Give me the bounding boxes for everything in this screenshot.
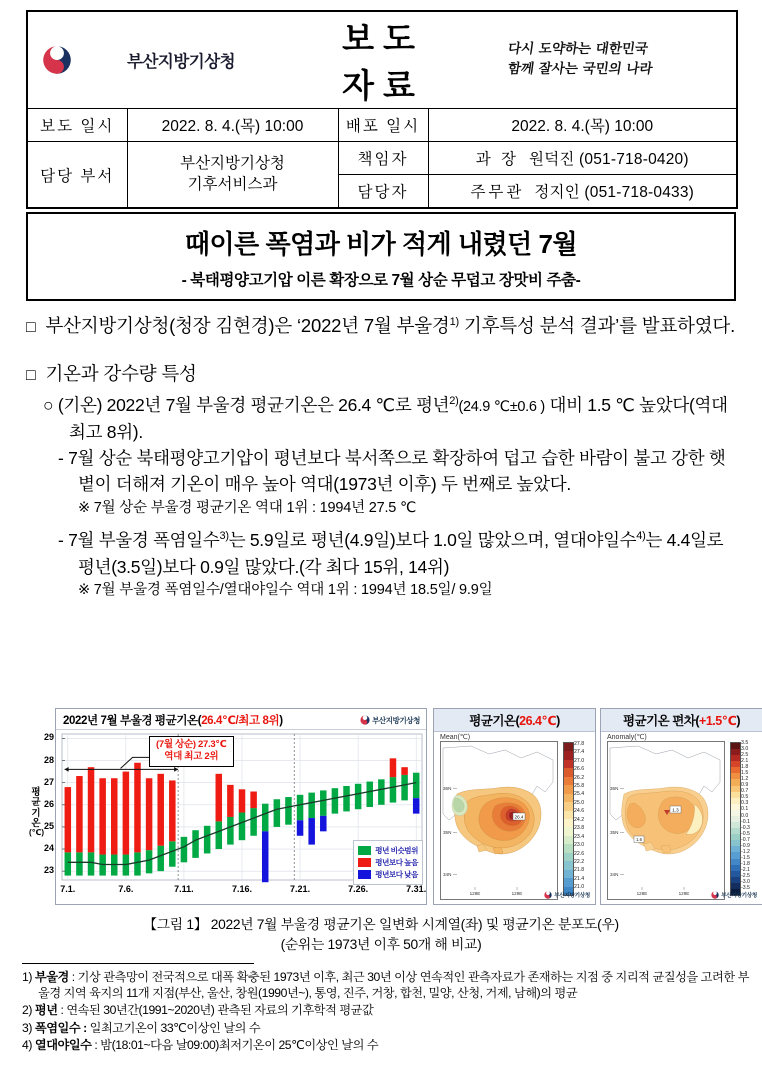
- colorbar-tick-label: -0.9: [741, 842, 750, 849]
- footnote-term: 폭염일수 :: [34, 1020, 87, 1035]
- mean-map-title-b: ): [556, 714, 560, 728]
- svg-text:35N: 35N: [610, 830, 619, 835]
- legend-item-above: [358, 857, 418, 868]
- svg-text:35N: 35N: [443, 830, 452, 835]
- chart-x-tick: 7.6.: [118, 884, 134, 894]
- slogan-line-1: 다시 도약하는 대한민국: [506, 41, 650, 58]
- item-nph-expansion: [26, 445, 742, 498]
- footnote-divider: [22, 963, 254, 964]
- chart-x-tick: 7.16.: [231, 884, 253, 894]
- colorbar-tick-label: 0.5: [741, 794, 749, 801]
- colorbar-tick-label: 2.5: [741, 751, 749, 758]
- colorbar-tick-label: 22.2: [574, 858, 585, 865]
- distribute-date-label: 배포 일시: [338, 109, 428, 142]
- footnote-item: [22, 1002, 757, 1018]
- y-title-char-3: 기: [31, 807, 41, 819]
- colorbar-tick-label: 25.8: [574, 782, 585, 789]
- chart-y-tick: 25: [43, 820, 54, 831]
- legend-swatch-below: [358, 870, 371, 879]
- temp-summary-text-a: (기온) 2022년 7월 부울경 평균기온은 26.4 ℃로 평년: [57, 395, 450, 415]
- footnote-text: 일최고기온이 33℃이상인 날의 수: [86, 1020, 261, 1035]
- chart-logo-text: 부산지방기상청: [372, 715, 420, 725]
- footnote-ref-2: 2): [449, 395, 459, 408]
- release-date-label: 보도 일시: [27, 109, 127, 142]
- svg-text:128E: 128E: [469, 891, 481, 896]
- contact-rank: 주무관: [470, 184, 525, 201]
- colorbar-tick-label: 1.5: [741, 769, 749, 776]
- mean-temperature-map-panel: [433, 708, 596, 905]
- taegeuk-logo-icon-chart: [360, 715, 370, 725]
- chart-title-plain: 2022년 7월 부울경 평균기온: [63, 715, 198, 727]
- chart-x-tick: 7.11.: [174, 884, 194, 894]
- agency-name-cell: [127, 11, 338, 109]
- department-value: [127, 142, 338, 209]
- anomaly-map-title-a: 평균기온 편차(: [622, 714, 700, 728]
- anomaly-map-title-b: ): [736, 714, 741, 728]
- chart-x-tick: 7.1.: [60, 884, 76, 894]
- department-line-1: 부산지방기상청: [180, 154, 285, 172]
- chart-x-tick: 7.26.: [348, 884, 369, 894]
- chart-title-highlight: 26.4℃/최고 8위: [201, 715, 280, 727]
- manager-label: 책임자: [338, 142, 428, 175]
- anomaly-map-title: [623, 711, 740, 729]
- agency-name: 부산지방기상청: [127, 53, 236, 71]
- colorbar-tick-label: 23.8: [574, 825, 585, 832]
- manager-value: [428, 142, 737, 175]
- contact-value: [428, 175, 737, 209]
- contact-name: 정지인 (051-718-0433): [534, 184, 695, 201]
- colorbar-tick-label: -3.0: [741, 879, 750, 886]
- government-slogan-cell: [428, 11, 737, 109]
- svg-text:26.4: 26.4: [514, 814, 524, 820]
- contact-label: 담당자: [338, 175, 428, 209]
- nph-text-line1: 7월 상순 북태평양고기압이 평년보다 북서쪽으로 확장하여 덥고 습한: [68, 448, 575, 468]
- svg-text:36N: 36N: [443, 786, 452, 791]
- headline-box: [26, 212, 736, 301]
- item-heatwave-tropicalnight: [26, 527, 742, 580]
- colorbar-tick-label: 0.0: [741, 812, 749, 819]
- colorbar-tick-label: 3.0: [741, 745, 749, 752]
- colorbar-tick-label: 26.2: [574, 774, 585, 781]
- footnote-term: 평년: [34, 1003, 58, 1018]
- colorbar-tick-label: 0.3: [741, 800, 749, 807]
- tropicalnight-text-b: 는 4.4일로 평년(3.5일)보다 0.9일 많았다.(각 최다 15위, 14위): [78, 530, 724, 577]
- mean-map-plot: [440, 741, 558, 900]
- colorbar-tick-label: 22.6: [574, 850, 585, 857]
- body-content: [26, 312, 742, 602]
- slogan-line-2: 함께 잘사는 국민의 나라: [506, 61, 654, 77]
- footnote-number: 4): [22, 1037, 35, 1052]
- colorbar-tick-label: -1.8: [741, 861, 750, 868]
- manager-row: [27, 142, 737, 175]
- dash-bullet-icon-2: -: [58, 530, 64, 551]
- section-heading-temp-precip: [26, 360, 742, 388]
- figure-caption-line-2: (순위는 1973년 이후 50개 해 비교): [280, 937, 482, 952]
- mean-map-svg: [441, 742, 557, 899]
- anomaly-map-logo-text: 부산지방기상청: [721, 893, 757, 899]
- taegeuk-logo-icon-anom-map: [711, 891, 719, 899]
- chart-y-tick: 28: [43, 754, 54, 765]
- footnote-number: 2): [22, 1003, 35, 1018]
- footnote-text: : 연속된 30년간(1991~2020년) 관측된 자료의 기후학적 평균값: [57, 1003, 374, 1018]
- colorbar-tick-label: 25.4: [574, 791, 585, 798]
- footnote-ref-1: 1): [449, 315, 459, 328]
- chart-plot-area: [29, 730, 428, 905]
- chart-x-tick: 7.21.: [290, 884, 311, 894]
- colorbar-tick-label: 21.4: [574, 875, 585, 882]
- agency-logo-cell: [27, 11, 127, 109]
- dash-bullet-icon: -: [58, 448, 64, 468]
- colorbar-tick-label: 0.9: [741, 782, 749, 789]
- footnote-term: 부울경: [34, 970, 69, 984]
- heatwave-text-a: 7월 부울경 폭염일수: [68, 530, 220, 551]
- footnote-number: 1): [22, 970, 35, 984]
- chart-y-tick: 24: [43, 843, 54, 854]
- svg-text:128E: 128E: [636, 891, 648, 896]
- chart-x-tick: 7.31.: [406, 884, 427, 894]
- announcement-text-line2: 분석 결과’를 발표하였다.: [539, 315, 736, 336]
- tropicalnight-text-a: 열대야일수: [553, 530, 637, 551]
- colorbar-tick-label: -0.1: [741, 818, 750, 825]
- y-title-char-4: 온: [31, 817, 41, 829]
- headline-sub: - 북태평양고기압 이른 확장으로 7월 상순 무덥고 장맛비 주춤-: [181, 272, 581, 289]
- colorbar-tick-label: 23.4: [574, 833, 585, 840]
- square-bullet-icon-2: □: [26, 367, 36, 384]
- anomaly-map-colorbar: [730, 742, 741, 896]
- temp-summary-text-line2: 대비 1.5 ℃ 높았다(역대 최고 8위).: [69, 395, 728, 442]
- colorbar-tick-label: 21.0: [574, 884, 585, 891]
- chart-y-tick: 27: [43, 776, 54, 787]
- section-heading-text: 기온과 강수량 특성: [45, 363, 197, 384]
- anomaly-map-unit-label: Anomaly(℃): [607, 734, 647, 741]
- colorbar-tick-label: 23.0: [574, 842, 585, 849]
- svg-text:34N: 34N: [443, 872, 452, 877]
- legend-label-normal: 평년 비슷범위: [375, 846, 418, 855]
- footnote-term: 열대야일수: [34, 1037, 92, 1052]
- paragraph-announcement: [26, 312, 742, 340]
- chart-y-tick: 26: [43, 798, 54, 809]
- colorbar-tick-label: 27.4: [574, 749, 585, 756]
- legend-item-below: [358, 869, 418, 880]
- svg-text:129E: 129E: [511, 891, 523, 896]
- taegeuk-logo-icon: [42, 45, 72, 75]
- chart-annotation-callout: [149, 736, 234, 767]
- mean-map-agency-logo: [544, 891, 590, 899]
- temp-summary-normal-range: (24.9 ℃±0.6 ): [458, 399, 545, 415]
- mean-map-title-a: 평균기온(: [469, 714, 520, 728]
- mean-map-logo-text: 부산지방기상청: [554, 893, 590, 899]
- legend-label-above: 평년보다 높음: [375, 858, 418, 867]
- announcement-text-a: 부산지방기상청(청장 김현경)은 ‘2022년 7월 부울경: [45, 315, 450, 336]
- figure-1-group: [29, 708, 762, 908]
- colorbar-tick-label: -2.5: [741, 873, 750, 880]
- square-bullet-icon: □: [26, 319, 36, 336]
- chart-y-tick: 29: [43, 732, 54, 743]
- colorbar-tick-label: 27.8: [574, 740, 585, 747]
- manager-rank: 과 장: [475, 151, 520, 168]
- colorbar-tick-label: 24.6: [574, 808, 585, 815]
- colorbar-tick-label: 1.2: [741, 776, 749, 783]
- release-date-row: [27, 109, 737, 142]
- footnote-item: [22, 1020, 757, 1036]
- announcement-text-b: 기후특성: [458, 315, 535, 336]
- colorbar-tick-label: -1.2: [741, 848, 750, 855]
- anomaly-map-title-value: +1.5℃: [699, 714, 737, 728]
- footnote-text: : 밤(18:01~다음 날09:00)최저기온이 25℃이상인 날의 수: [91, 1037, 379, 1052]
- colorbar-tick-label: -0.5: [741, 830, 750, 837]
- chart-title-paren-open: (: [197, 715, 202, 727]
- taegeuk-logo-icon-mean-map: [544, 891, 552, 899]
- footnote-item: [22, 1037, 757, 1053]
- mean-map-title: [469, 711, 560, 729]
- nph-text-line3: 두 번째로 높았다.: [441, 474, 571, 495]
- chart-legend: [353, 840, 423, 885]
- footnote-ref-3: 3): [219, 530, 229, 543]
- anomaly-temperature-map-panel: [600, 708, 762, 905]
- colorbar-tick-label: 24.2: [574, 816, 585, 823]
- nph-text-line2: 바람이 불고 강한 햇볕이 더해져 기온이 매우 높아 역대(1973년 이후): [78, 448, 726, 495]
- mean-map-title-value: 26.4℃: [519, 714, 557, 728]
- svg-text:1.6: 1.6: [636, 837, 642, 843]
- legend-swatch-normal: [358, 846, 371, 855]
- department-line-2: 기후서비스과: [187, 175, 278, 193]
- footnote-text: : 기상 관측망이 전국적으로 대폭 확충된 1973년 이후, 최근 30년 이상 연속적인 관측자료가 존재하는 지점 중 지리적 균질성을 고려한 부울경 지역 육지의 11개 지점(부산, 울산, 창원(1990년~), 통영, 진주, 거창, 합천, 밀양, 산청, 거제, 남해)의 평균: [38, 970, 749, 1001]
- daily-temperature-chart: [29, 708, 427, 905]
- mean-map-unit-label: Mean(℃): [440, 734, 471, 741]
- callout-line-1: (7월 상순) 27.3℃: [156, 739, 227, 750]
- colorbar-tick-label: -0.7: [741, 836, 750, 843]
- chart-title-paren-close: ): [279, 715, 283, 727]
- heatwave-text-b: 는 5.9일로 평년(4.9일)보다 1.0일 많았으며,: [228, 530, 549, 551]
- figure-caption: [26, 915, 736, 955]
- manager-name: 원덕진 (051-718-0420): [529, 151, 689, 168]
- figure-caption-line-1: 【그림 1】 2022년 7월 부울경 평균기온 일변화 시계열(좌) 및 평균기온 분포도(우): [143, 917, 619, 932]
- svg-text:129E: 129E: [678, 891, 690, 896]
- svg-text:36N: 36N: [610, 786, 619, 791]
- colorbar-tick-label: 1.8: [741, 763, 749, 770]
- colorbar-tick-label: 0.7: [741, 788, 749, 795]
- colorbar-tick-label: 25.0: [574, 799, 585, 806]
- svg-text:34N: 34N: [610, 872, 619, 877]
- chart-agency-logo: [360, 715, 420, 726]
- y-title-char-5: (℃): [29, 828, 45, 837]
- legend-label-below: 평년보다 낮음: [375, 870, 418, 879]
- legend-swatch-above: [358, 858, 371, 867]
- department-label: 담당 부서: [27, 142, 127, 209]
- mean-map-colorbar: [563, 742, 574, 896]
- colorbar-tick-label: 21.8: [574, 867, 585, 874]
- colorbar-tick-label: -3.5: [741, 885, 750, 892]
- colorbar-tick-label: -1.5: [741, 855, 750, 862]
- note-record-heatwave: ※ 7월 부울경 폭염일수/열대야일수 역대 1위 : 1994년 18.5일/ 9.9일: [78, 581, 493, 598]
- footnote-ref-4: 4): [636, 530, 646, 543]
- distribute-date-value: 2022. 8. 4.(목) 10:00: [428, 109, 737, 142]
- anomaly-map-header: [601, 709, 762, 732]
- note-record-decadal-mean: ※ 7월 상순 부울경 평균기온 역대 1위 : 1994년 27.5 ℃: [78, 499, 417, 516]
- footnote-item: [22, 969, 757, 1001]
- release-date-value: 2022. 8. 4.(목) 10:00: [127, 109, 338, 142]
- anomaly-map-plot: [607, 741, 725, 900]
- anomaly-map-svg: [608, 742, 724, 899]
- legend-item-normal: [358, 845, 418, 856]
- chart-y-tick: 23: [43, 865, 54, 876]
- anomaly-map-agency-logo: [711, 891, 757, 899]
- colorbar-tick-label: -0.3: [741, 824, 750, 831]
- colorbar-tick-label: 26.6: [574, 766, 585, 773]
- header-info-table: [26, 10, 738, 209]
- colorbar-tick-label: 27.0: [574, 757, 585, 764]
- colorbar-tick-label: 3.5: [741, 739, 749, 746]
- mean-map-header: [434, 709, 595, 732]
- chart-title: [63, 712, 283, 728]
- colorbar-tick-label: -2.1: [741, 867, 750, 874]
- document-type-title: 보도자료: [338, 11, 428, 109]
- headline-main: 때이른 폭염과 비가 적게 내렸던 7월: [184, 229, 578, 259]
- y-title-char-1: 평: [31, 787, 41, 798]
- map-value-label: [513, 813, 525, 820]
- chart-title-bar: [56, 709, 426, 730]
- map-value-label: [670, 806, 681, 813]
- chart-y-tick-labels: [37, 730, 54, 905]
- callout-line-2: 역대 최고 2위: [164, 750, 219, 762]
- colorbar-tick-label: 2.1: [741, 757, 749, 764]
- colorbar-tick-label: 0.1: [741, 806, 749, 813]
- footnote-number: 3): [22, 1020, 35, 1035]
- header-branding-row: [27, 11, 737, 109]
- y-title-char-2: 균: [31, 797, 41, 809]
- footnote-list: [22, 969, 757, 1054]
- svg-text:1.3: 1.3: [672, 807, 679, 813]
- item-temperature-summary: [26, 392, 742, 445]
- circle-bullet-icon: ○: [43, 395, 54, 415]
